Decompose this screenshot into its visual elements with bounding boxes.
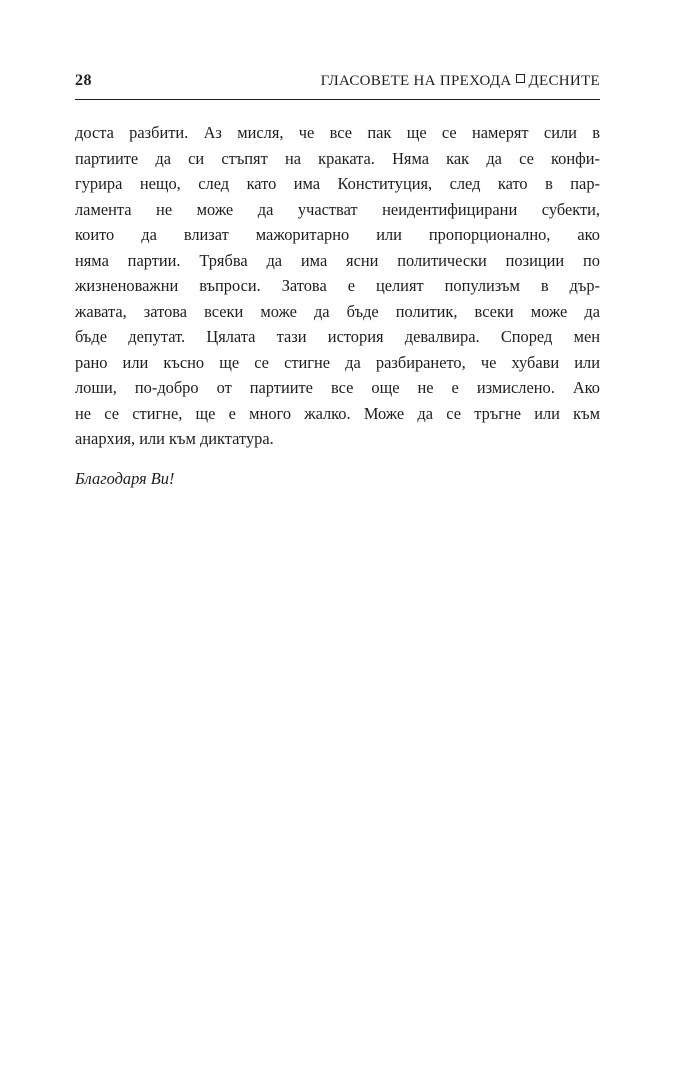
text-line-last: анархия, или към диктатура. bbox=[75, 429, 274, 448]
text-line: лоши, по-добро от партиите все още не е измислено. Ако bbox=[75, 378, 600, 397]
text-line: доста разбити. Аз мисля, че все пак ще се намерят сили в bbox=[75, 123, 600, 142]
body-text bbox=[75, 120, 600, 452]
running-head bbox=[321, 73, 600, 90]
small-square-icon bbox=[516, 74, 525, 83]
text-line: жизненоважни въпроси. Затова е целият популизъм в дър- bbox=[75, 276, 600, 295]
running-head-book-title: ГЛАСОВЕТЕ НА ПРЕХОДА bbox=[320, 73, 512, 89]
text-line: жавата, затова всеки може да бъде политик, всеки може да bbox=[75, 301, 600, 321]
closing-thanks: Благодаря Ви! bbox=[75, 469, 175, 488]
header-rule bbox=[75, 99, 600, 100]
text-line: партиите да си стъпят на краката. Няма как да се конфи- bbox=[75, 148, 600, 168]
text-line: бъде депутат. Цялата тази история девалвира. Според мен bbox=[75, 327, 600, 346]
text-line: рано или късно ще се стигне да разбирането, че хубави или bbox=[75, 352, 600, 372]
text-line: гурира нещо, след като има Конституция, след като в пар- bbox=[75, 174, 600, 193]
running-head-section: ДЕСНИТЕ bbox=[528, 73, 600, 89]
text-line: ламента не може да участват неидентифицирани субекти, bbox=[75, 199, 600, 219]
text-line: няма партии. Трябва да има ясни политически позиции по bbox=[75, 250, 600, 270]
page-header bbox=[75, 72, 600, 96]
page-number: 28 bbox=[75, 72, 92, 89]
text-line: които да влизат мажоритарно или пропорционално, ако bbox=[75, 225, 600, 244]
text-line: не се стигне, ще е много жалко. Може да се тръгне или към bbox=[75, 403, 600, 423]
